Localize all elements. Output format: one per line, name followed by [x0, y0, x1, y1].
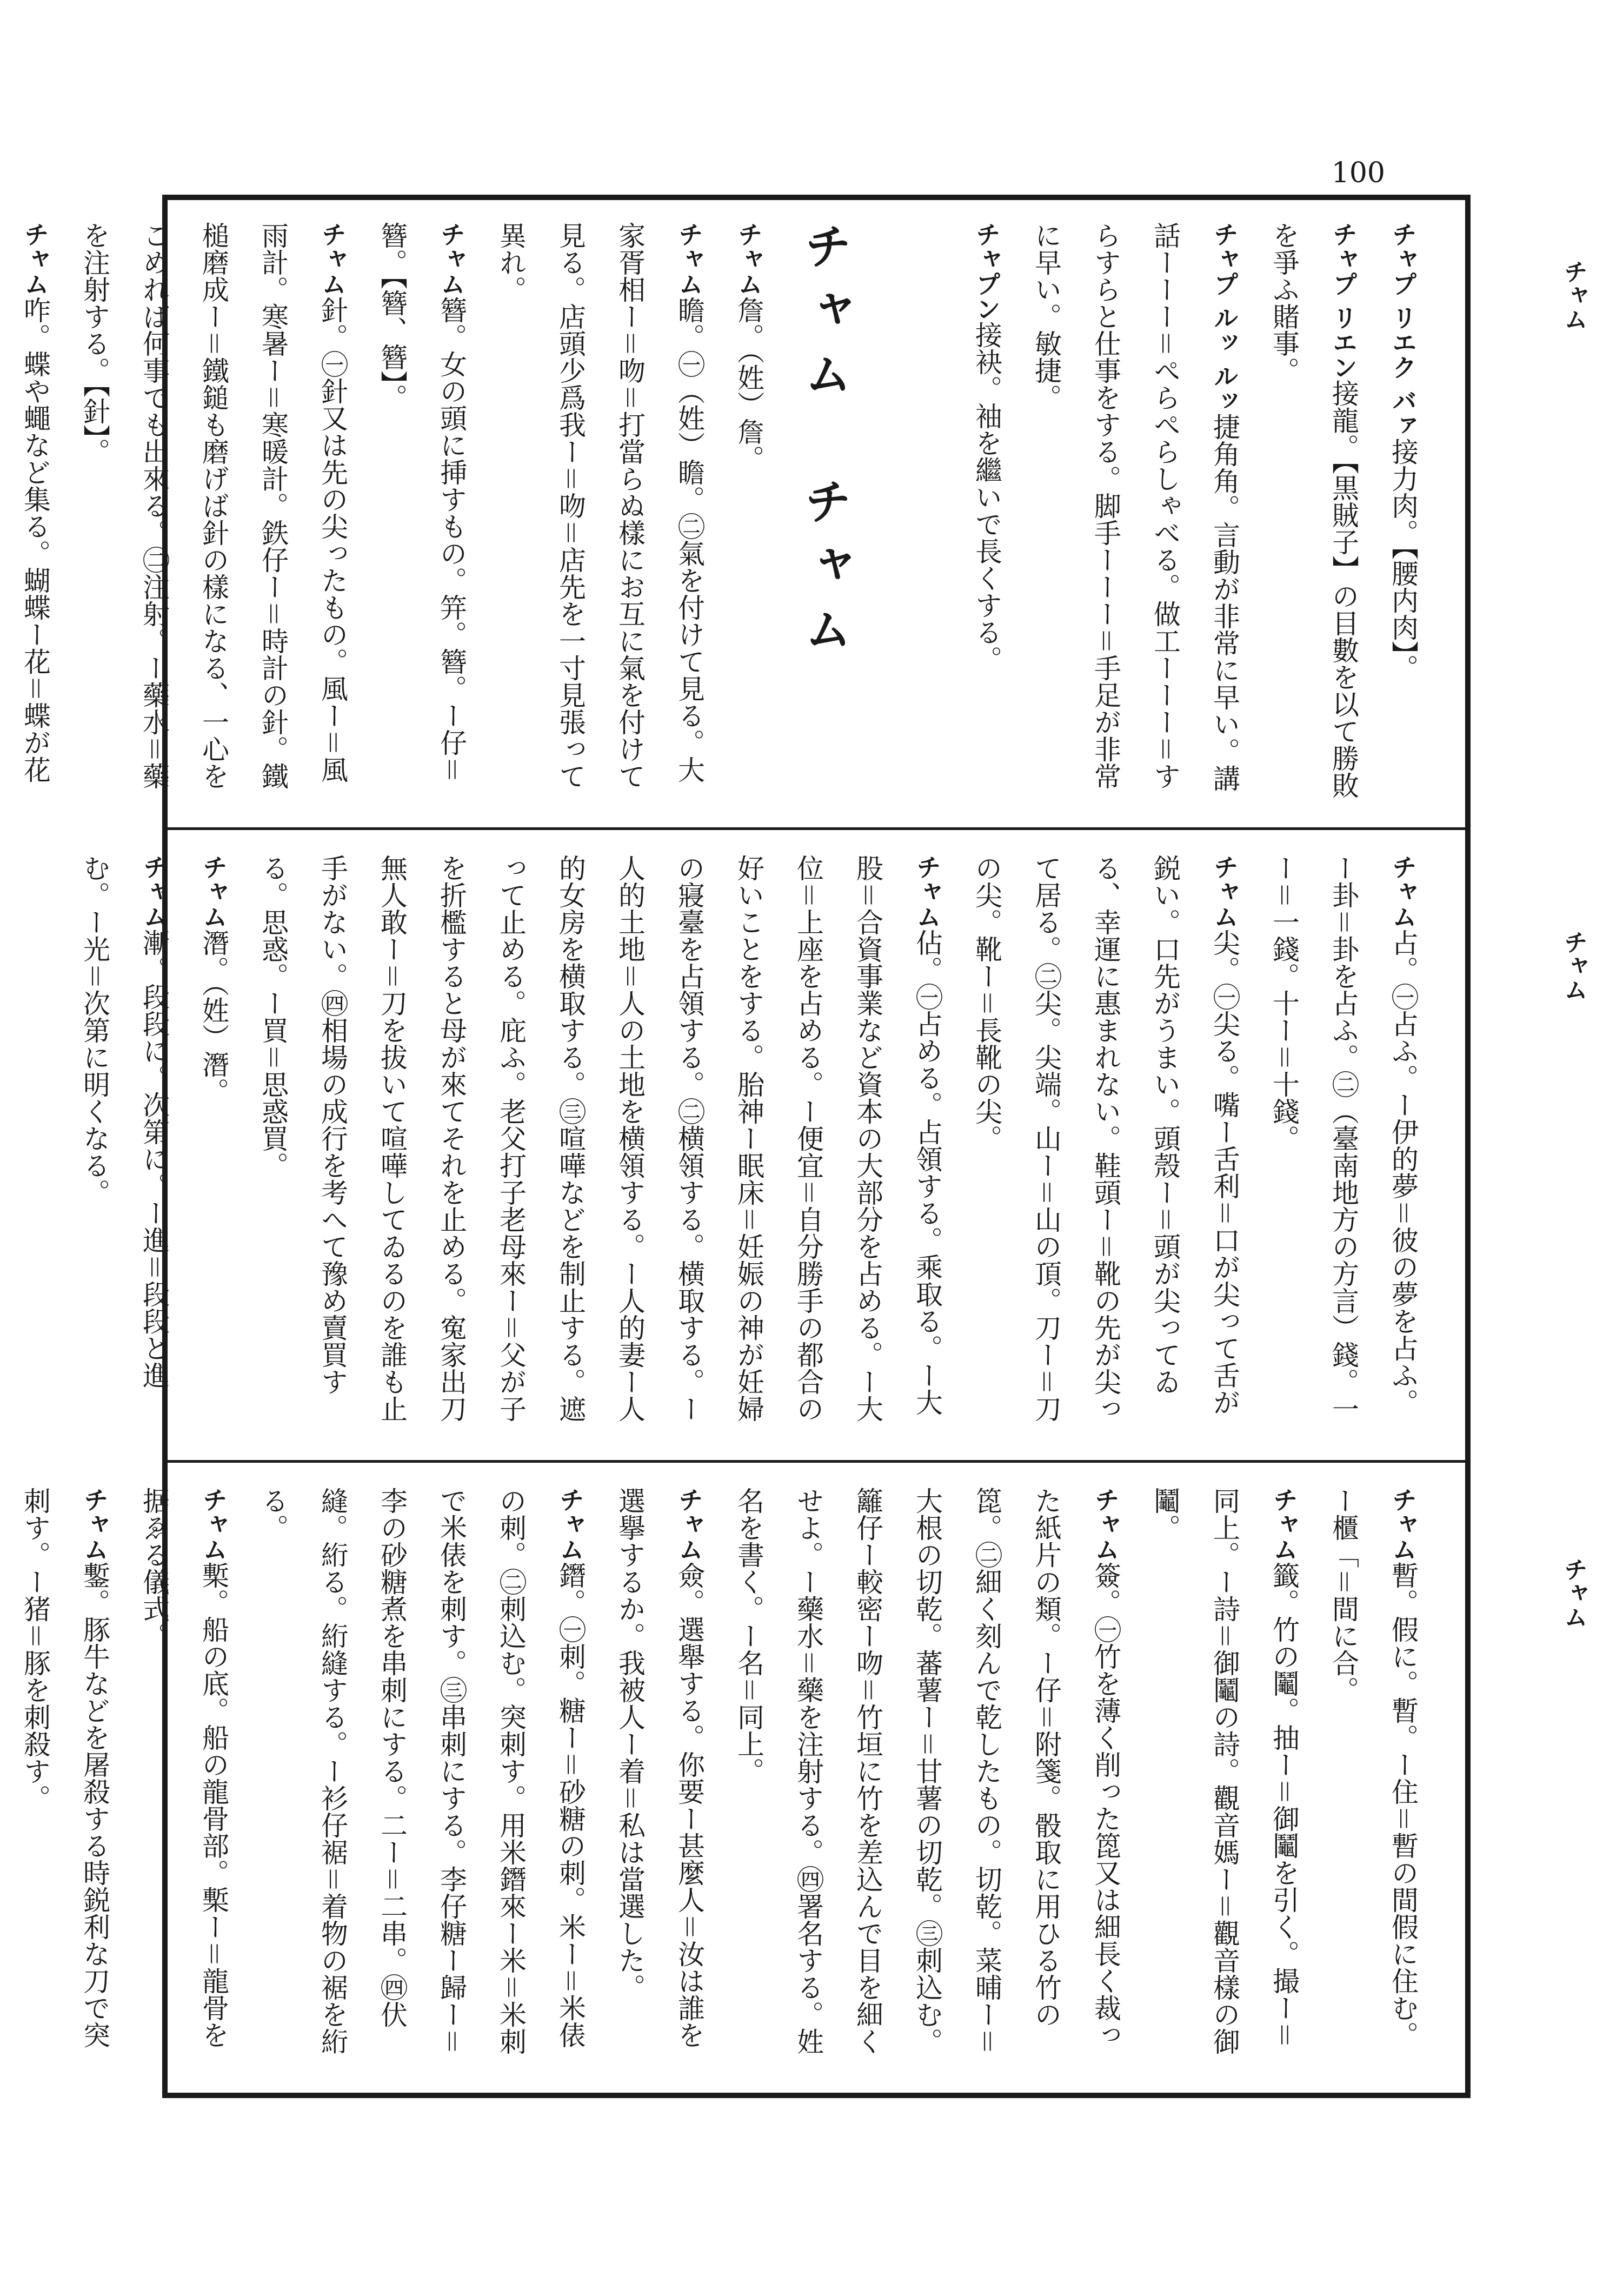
dictionary-entry	[65, 222, 362, 806]
entry-lemma: チャム	[556, 1487, 585, 1562]
entry-lemma: チャム	[80, 1487, 109, 1562]
dictionary-entry	[957, 222, 1016, 806]
dictionary-entry	[719, 1487, 1135, 2074]
entry-definition: 潛。（姓）潛。	[198, 929, 229, 1105]
entry-definition: 詹。（姓）詹。	[733, 296, 764, 472]
entry-definition: 接力肉。【腰内肉】。	[1387, 438, 1419, 682]
entry-lemma: チャプン	[972, 222, 1001, 321]
entry-lemma: チャム	[199, 1487, 228, 1562]
entry-definition: 接龍。【黒賊子】の目數を以て勝敗を爭ふ賭事。	[1268, 222, 1359, 799]
dictionary-entry	[481, 222, 719, 806]
entry-definition: 針。㊀針又は先の尖ったもの。風ー＝風雨計。寒暑ー＝寒暖計。鉄仔ー＝時計の針。鐵槌磨成ー＝鐵鎚も磨げば針の樣になる、一心をこめれば何事でも出來る。㊁注射。ー藥水＝藥を注射する。【針】。	[79, 222, 348, 789]
entry-definition: 占。㊀占ふ。ー伊的夢＝彼の夢を占ふ。ー卦＝卦を占ふ。㊁（臺南地方の方言）錢。一ー＝一錢。十ー＝十錢。	[1268, 854, 1419, 1422]
entry-lemma: チャム	[199, 854, 228, 929]
entry-definition: 籤。竹の鬮。抽ー＝御鬮を引く。撮ー＝同上。ー詩＝御鬮の詩。觀音媽ー＝觀音樣の御鬮。	[1149, 1487, 1300, 2055]
entry-definition: 槧。船の底。船の龍骨部。槧ー＝龍骨を据ゑる儀式。	[138, 1487, 229, 2048]
entry-lemma: チャム	[1091, 1487, 1120, 1562]
entry-lemma: チャム	[21, 222, 50, 296]
entry-lemma: チャプ リエン	[1329, 222, 1358, 380]
dictionary-entry	[362, 222, 481, 806]
entry-definition: 簪。女の頭に挿すもの。笄。簪。ー仔＝簪。【簪、簪】。	[376, 222, 467, 783]
middle-band	[79, 833, 1465, 1463]
dictionary-entry	[0, 222, 65, 806]
entry-definition: 接袂。袖を繼いで長くする。	[971, 321, 1002, 673]
dictionary-entry	[243, 854, 957, 1438]
entry-lemma: チャム	[1210, 854, 1239, 929]
band-content	[79, 854, 1433, 1438]
band-content	[19, 1487, 1433, 2074]
entry-lemma: チャム	[734, 222, 763, 296]
entry-lemma: チャム	[913, 854, 942, 929]
dictionary-entry	[1135, 1487, 1314, 2074]
entry-definition: 咋。蝶や蠅など集る。蝴蝶ー花＝蝶が花	[19, 296, 51, 783]
dictionary-entry	[957, 854, 1254, 1438]
page-number: 100	[1331, 157, 1385, 189]
entry-definition: 捷角角。言動が非常に早い。講話ーーー＝ぺらぺらしゃべる。做工ーーー＝すらすらと仕事をする。脚手ーーー＝手足が非常に早い。敏捷。	[1030, 222, 1240, 792]
dictionary-entry	[243, 1487, 600, 2074]
entry-definition: 僉。選舉する。你要ー甚麼人＝汝は誰を選擧するか。我被人ー着＝私は當選した。	[614, 1487, 705, 2048]
entry-lemma: チャプ ルッ ルッ	[1210, 222, 1239, 414]
dictionary-entry	[1373, 222, 1433, 806]
side-header: チャム	[1560, 1557, 1587, 1629]
side-header: チャム	[1560, 260, 1587, 331]
entry-lemma: チャム	[675, 1487, 704, 1562]
dictionary-entry	[719, 222, 779, 806]
entry-definition: 鏨。豚牛などを屠殺する時鋭利な刀で突刺す。ー猪＝豚を刺殺す。	[19, 1487, 110, 2048]
dictionary-entry	[124, 1487, 243, 2074]
entry-definition: 暫。假に。暫。ー住＝暫の間假に住む。ー櫃「＝間に合。	[1328, 1487, 1419, 2048]
entry-lemma: チャム	[1269, 1487, 1299, 1562]
dictionary-entry	[1254, 222, 1373, 806]
entry-definition: 尖。㊀尖る。嘴ー舌利＝口が尖って舌が鋭い。口先がうまい。頭殼ー＝頭が尖ってゐる、幸運に惠まれない。鞋頭ー＝靴の先が尖って居る。㊁尖。尖端。山ー＝山の頂。刀ー＝刀の尖。靴ー＝長靴の尖。	[971, 854, 1240, 1422]
top-band	[19, 200, 1465, 830]
section-heading: チャム チャム	[797, 222, 853, 668]
dictionary-frame	[19, 195, 1471, 2098]
entry-lemma: チャム	[318, 222, 347, 296]
dictionary-entry	[1314, 1487, 1433, 2074]
dictionary-entry	[0, 1487, 5, 2074]
dictionary-entry	[1254, 854, 1433, 1438]
entry-definition: 漸。段段に。次第に。ー進＝段段と進む。ー光＝次第に明くなる。	[79, 854, 170, 1389]
band-content	[19, 222, 1433, 806]
entry-lemma: チャム	[437, 222, 466, 296]
entry-lemma: チャム	[1388, 1487, 1418, 1562]
dictionary-entry	[1016, 222, 1254, 806]
entry-lemma: チャム	[139, 854, 169, 929]
entry-definition: 佔。㊀占める。占領する。乘取る。ー大股＝合資事業など資本の大部分を占める。ー大位＝上座を占める。ー便宜＝自分勝手の都合の好いことをする。胎神ー眠床＝妊娠の神が妊婦の寢臺を占領する。㊁横領する。横取する。ー人的土地＝人の土地を横領する。ー人的妻ー人的女房を横取する。㊂喧嘩などを制止する。遮って止める。庇ふ。老父打子老母來ー＝父が子を折檻すると母が來てそれを止める。寃家出刀無人敢ー＝刀を拔いて喧嘩してゐるのを誰も止手がない。㊃相場の成行を考へて豫め賣買する。思惑。ー買＝思惑買。	[257, 854, 943, 1422]
dictionary-entry	[184, 854, 243, 1438]
entry-lemma: チャプ リエク バァ	[1388, 222, 1418, 439]
entry-definition: 瞻。㊀（姓）瞻。㊁氣を付けて見る。大家胥相ー＝吻＝打當らぬ樣にお互に氣を付けて見る。店頭少爲我ー＝吻＝店先を一寸見張って異れ。	[495, 222, 705, 789]
entry-lemma: チャム	[675, 222, 704, 296]
dictionary-entry	[65, 854, 184, 1438]
entry-definition: 簽。㊀竹を薄く削った箆又は細長く裁った紙片の類。ー仔＝附箋。骰取に用ひる竹の箆。㊁細く刻んで乾したもの。切乾。菜晡ー＝大根の切乾。蕃薯ー＝甘薯の切乾。㊂刺込む。籬仔ー較密ー吻＝竹垣に竹を差込んで目を細くせよ。ー藥水＝藥を注射する。㊃署名する。姓名を書く。ー名＝同上。	[733, 1487, 1121, 2055]
entry-lemma: チャム	[1388, 854, 1418, 929]
dictionary-entry	[600, 1487, 719, 2074]
dictionary-entry	[5, 1487, 124, 2074]
side-header: チャム	[1560, 930, 1587, 1001]
entry-definition: 鐕。㊀刺。糖ー＝砂糖の刺。米ー＝米俵の刺。㊁刺込む。突刺す。用米鐕來ー米＝米刺で米俵を刺す。㊂串刺にする。李仔糖ー歸ー＝李の砂糖煮を串刺にする。二ー＝二串。㊃伏縫。絎る。絎縫する。ー衫仔裾＝着物の裾を絎る。	[257, 1487, 586, 2055]
bottom-band	[19, 1465, 1465, 2095]
